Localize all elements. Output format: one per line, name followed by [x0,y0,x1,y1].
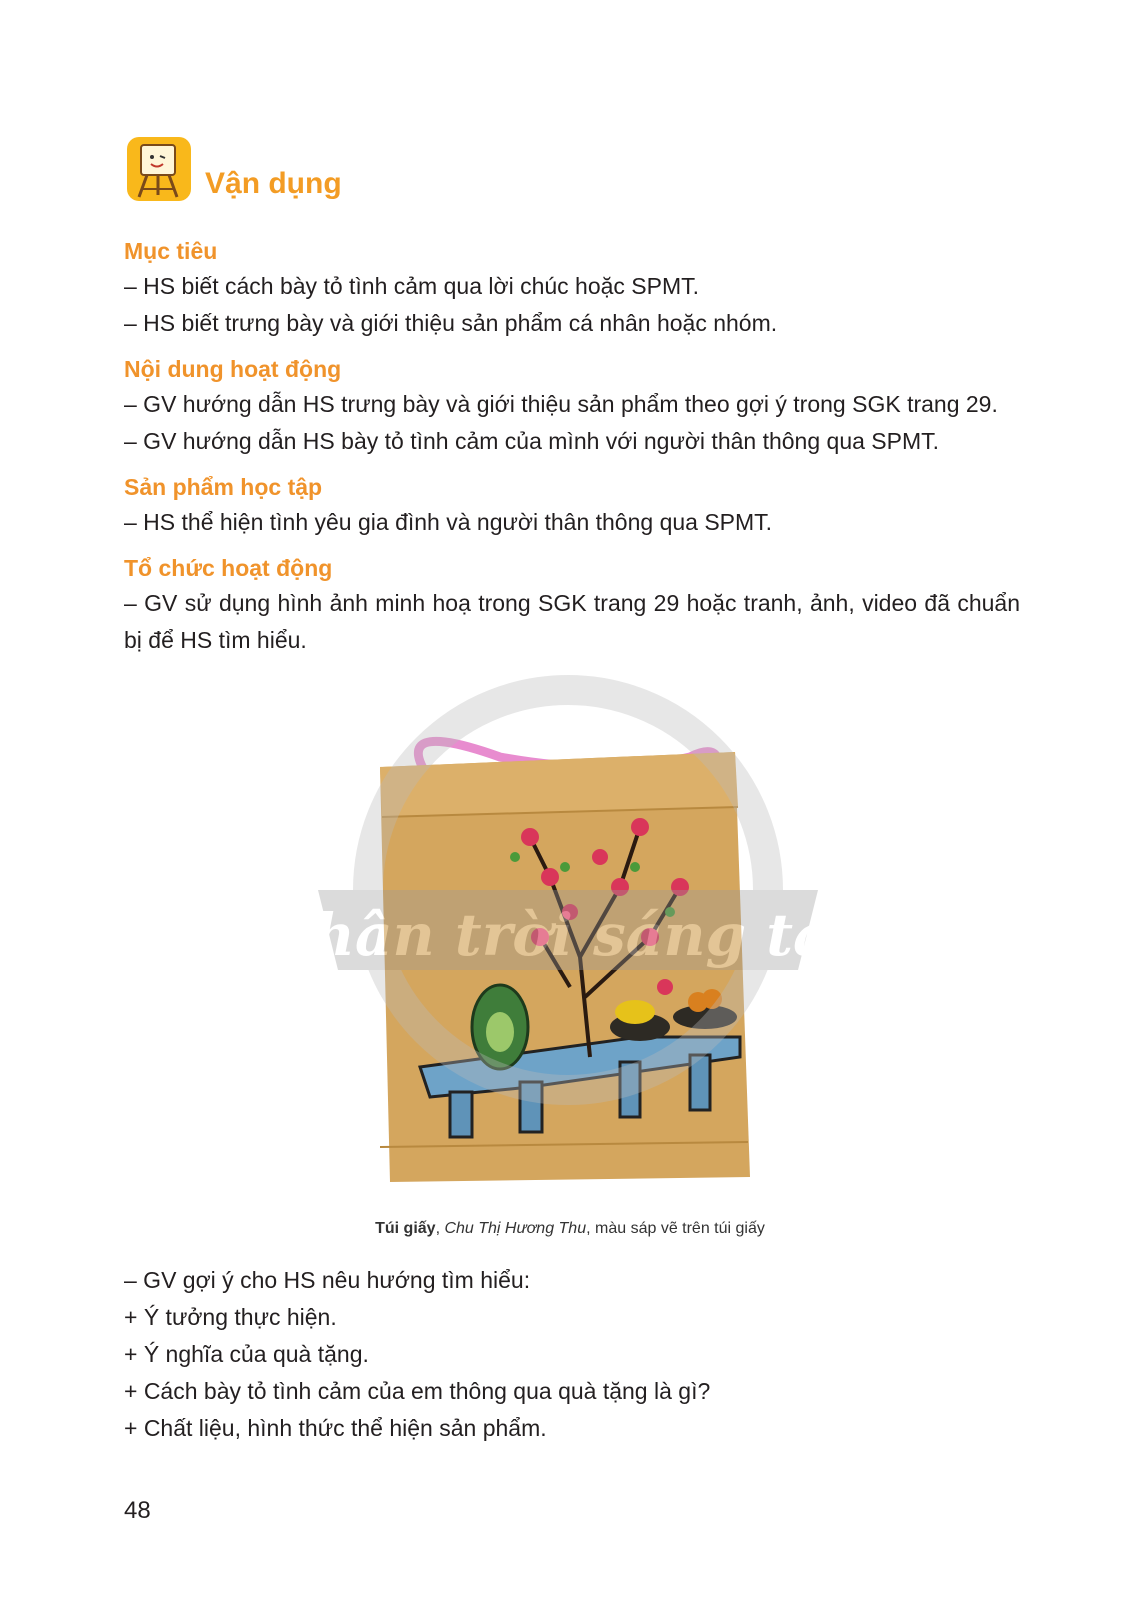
heading-to-chuc: Tổ chức hoạt động [124,555,333,581]
watermark-text: Chân trời sáng tạo [266,901,870,969]
text-line: – GV hướng dẫn HS bày tỏ tình cảm của mình với người thân thông qua SPMT. [124,428,940,454]
easel-mascot-icon [127,137,191,201]
text-line: – HS biết trưng bày và giới thiệu sản phẩm cá nhân hoặc nhóm. [124,310,778,336]
list-item: + Ý nghĩa của quà tặng. [124,1341,369,1367]
heading-san-pham: Sản phẩm học tập [124,474,323,500]
caption-sep: , [435,1220,445,1237]
caption-rest: , màu sáp vẽ trên túi giấy [586,1220,765,1237]
text-line: – HS thể hiện tình yêu gia đình và người thân thông qua SPMT. [124,509,773,535]
list-item: – GV gợi ý cho HS nêu hướng tìm hiểu: [124,1267,531,1293]
heading-noi-dung: Nội dung hoạt động [124,356,342,382]
figure-caption [0,1220,1140,1238]
section-title: Vận dụng [205,167,342,200]
section-header [127,137,342,201]
list-item: + Chất liệu, hình thức thể hiện sản phẩm. [124,1415,547,1441]
caption-author: Chu Thị Hương Thu [444,1220,587,1237]
heading-muc-tieu: Mục tiêu [124,238,218,264]
caption-title: Túi giấy [375,1220,436,1237]
text-line: – GV hướng dẫn HS trưng bày và giới thiệu sản phẩm theo gợi ý trong SGK trang 29. [124,391,998,417]
list-item: + Cách bày tỏ tình cảm của em thông qua quà tặng là gì? [124,1378,711,1404]
suggestion-list [124,1262,1020,1447]
text-line: – HS biết cách bày tỏ tình cảm qua lời chúc hoặc SPMT. [124,273,700,299]
list-item: + Ý tưởng thực hiện. [124,1304,337,1330]
content-body [124,234,1020,659]
page-number: 48 [124,1497,151,1524]
text-line: – GV sử dụng hình ảnh minh hoạ trong SGK trang 29 hoặc tranh, ảnh, video đã chuẩn bị để HS tìm hiểu. [124,590,1020,653]
watermark [266,690,870,1035]
